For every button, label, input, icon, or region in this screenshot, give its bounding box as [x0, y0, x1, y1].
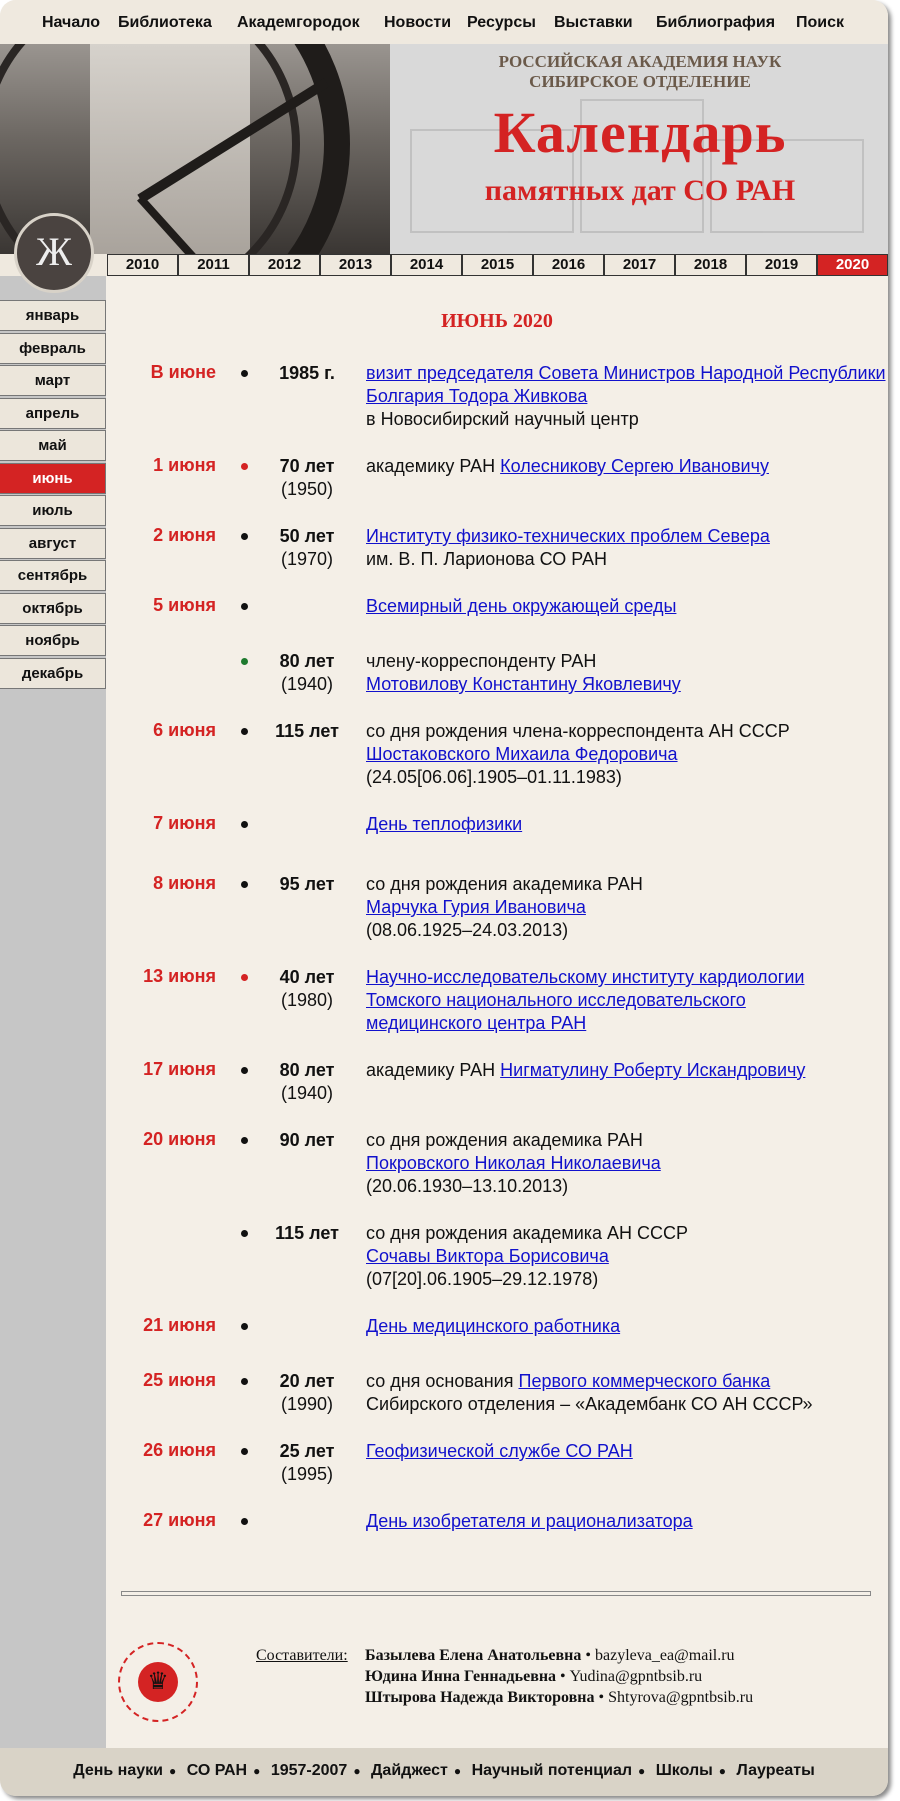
event-description: со дня рождения академика АН СССР Сочавы Виктора Борисовича (07[20].06.1905–29.12.1978): [366, 1223, 689, 1289]
event-link[interactable]: Геофизической службе СО РАН: [366, 1441, 633, 1461]
bullet-icon: [241, 463, 248, 470]
event-link[interactable]: Шостаковского Михаила Федоровича: [366, 744, 678, 764]
bullet-icon: [241, 658, 248, 665]
year-tab-2013[interactable]: 2013: [320, 254, 391, 276]
event-link[interactable]: Покровского Николая Николаевича: [366, 1153, 661, 1173]
event-years: 95 лет: [279, 874, 335, 894]
event-link[interactable]: Всемирный день окружающей среды: [366, 596, 677, 616]
year-tab-2018[interactable]: 2018: [675, 254, 746, 276]
credit-email[interactable]: Yudina@gpntbsib.ru: [569, 1668, 703, 1685]
event-description: со дня рождения члена-корреспондента АН СССР Шостаковского Михаила Федоровича (24.05[06.06].1905–01.11.1983): [366, 721, 790, 787]
bullet-icon: [241, 370, 248, 377]
event-link[interactable]: Нигматулину Роберту Искандровичу: [500, 1060, 806, 1080]
month-february[interactable]: февраль: [0, 333, 106, 364]
bullet-icon: [241, 1448, 248, 1455]
event-link[interactable]: Институту физико-технических проблем Севера: [366, 526, 770, 546]
event-link[interactable]: День теплофизики: [366, 814, 523, 834]
event-years: 115 лет: [275, 721, 339, 741]
event-link[interactable]: День медицинского работника: [366, 1316, 621, 1336]
footer-link-laureates[interactable]: Лауреаты: [736, 1762, 815, 1779]
event-date: В июне: [150, 362, 216, 382]
credit-email[interactable]: bazyleva_ea@mail.ru: [595, 1647, 735, 1664]
bullet-icon: [241, 1067, 248, 1074]
credits-label: Составители:: [256, 1647, 348, 1664]
event-years: 80 лет (1940): [279, 651, 335, 694]
year-tab-2020[interactable]: 2020: [817, 254, 888, 276]
year-tab-2014[interactable]: 2014: [391, 254, 462, 276]
event-description: [366, 1510, 886, 1533]
bullet-icon: [241, 1230, 248, 1237]
top-nav: [0, 0, 888, 44]
year-tab-2010[interactable]: 2010: [107, 254, 178, 276]
footer-link-sb-ras[interactable]: СО РАН: [186, 1762, 248, 1779]
bullet-icon: [241, 728, 248, 735]
event-description: академику РАН Нигматулину Роберту Искандровичу: [366, 1060, 806, 1080]
nav-search[interactable]: Поиск: [796, 14, 845, 31]
event-description: [366, 595, 886, 618]
event-date: 7 июня: [153, 813, 216, 833]
page-subtitle: памятных дат СО РАН: [484, 174, 796, 207]
event-description: со дня основания Первого коммерческого банка Сибирского отделения – «Академбанк СО АН СССР»: [366, 1371, 813, 1414]
event-link[interactable]: День изобретателя и рационализатора: [366, 1511, 693, 1531]
header-banner: [0, 44, 888, 254]
event-link[interactable]: Первого коммерческого банка: [518, 1371, 771, 1391]
event-date: 6 июня: [153, 720, 216, 740]
event-years: 50 лет (1970): [279, 526, 335, 569]
month-may[interactable]: май: [0, 430, 106, 461]
footer-link-potential[interactable]: Научный потенциал: [471, 1762, 632, 1779]
month-march[interactable]: март: [0, 365, 106, 396]
event-years: 70 лет (1950): [279, 456, 335, 499]
bullet-icon: [241, 533, 248, 540]
event-description: со дня рождения академика РАН Покровского Николая Николаевича (20.06.1930–13.10.2013): [366, 1130, 661, 1196]
bullet-icon: [241, 1518, 248, 1525]
month-november[interactable]: ноябрь: [0, 625, 106, 656]
year-tab-2011[interactable]: 2011: [178, 254, 249, 276]
org-name-line1: РОССИЙСКАЯ АКАДЕМИЯ НАУК: [498, 52, 782, 71]
month-august[interactable]: август: [0, 528, 106, 559]
eagle-icon: ♛: [138, 1662, 178, 1702]
event-description: члену-корреспонденту РАН Мотовилову Константину Яковлевичу: [366, 651, 681, 694]
bullet-icon: [241, 603, 248, 610]
event-date: 5 июня: [153, 595, 216, 615]
event-date: 26 июня: [143, 1440, 216, 1460]
event-years: 25 лет (1995): [279, 1441, 335, 1484]
event-description: со дня рождения академика РАН Марчука Гурия Ивановича (08.06.1925–24.03.2013): [366, 874, 643, 940]
event-date: 17 июня: [143, 1059, 216, 1079]
month-july[interactable]: июль: [0, 495, 106, 526]
event-date: 8 июня: [153, 873, 216, 893]
nav-home[interactable]: Начало: [42, 14, 100, 31]
event-link[interactable]: визит председателя Совета Министров Народной Республики Болгария Тодора Живкова: [366, 363, 886, 406]
month-january[interactable]: январь: [0, 300, 106, 331]
credit-line: Базылева Елена Анатольевна • bazyleva_ea@mail.ru: [365, 1647, 735, 1664]
nav-bibliography[interactable]: Библиография: [656, 14, 776, 31]
month-menu: [0, 300, 106, 690]
credit-email[interactable]: Shtyrova@gpntbsib.ru: [608, 1689, 754, 1706]
event-years: 80 лет (1940): [279, 1060, 335, 1103]
credit-line: Юдина Инна Геннадьевна • Yudina@gpntbsib.ru: [365, 1668, 703, 1685]
event-date: 21 июня: [143, 1315, 216, 1335]
event-description: академику РАН Колесникову Сергею Ивановичу: [366, 456, 769, 476]
event-years: 20 лет (1990): [279, 1371, 335, 1414]
divider: [121, 1591, 871, 1596]
year-tabs: [107, 254, 888, 276]
event-description: [366, 1440, 886, 1463]
bullet-icon: [241, 1137, 248, 1144]
event-years: 115 лет: [275, 1223, 339, 1243]
event-date: 2 июня: [153, 525, 216, 545]
year-tab-2015[interactable]: 2015: [462, 254, 533, 276]
year-tab-2016[interactable]: 2016: [533, 254, 604, 276]
event-years: 40 лет (1980): [279, 967, 335, 1010]
bullet-icon: [241, 974, 248, 981]
event-years: 1985 г.: [279, 363, 335, 383]
event-date: 13 июня: [143, 966, 216, 986]
month-october[interactable]: октябрь: [0, 593, 106, 624]
event-years: 90 лет: [279, 1130, 335, 1150]
event-link[interactable]: Марчука Гурия Ивановича: [366, 897, 586, 917]
month-heading: ИЮНЬ 2020: [441, 310, 553, 332]
nav-news[interactable]: Новости: [384, 14, 452, 31]
bullet-icon: [241, 1378, 248, 1385]
month-september[interactable]: сентябрь: [0, 560, 106, 591]
award-seal: [118, 1642, 198, 1722]
year-tab-2017[interactable]: 2017: [604, 254, 675, 276]
event-date: 20 июня: [143, 1129, 216, 1149]
nav-exhibitions[interactable]: Выставки: [554, 14, 633, 31]
event-description: Институту физико-технических проблем Севера им. В. П. Ларионова СО РАН: [366, 526, 770, 569]
event-link[interactable]: Мотовилову Константину Яковлевичу: [366, 674, 681, 694]
event-description: [366, 966, 866, 1035]
sb-ras-logo-icon[interactable]: Ж: [14, 213, 94, 293]
footer-link-schools[interactable]: Школы: [655, 1762, 713, 1779]
nav-library[interactable]: Библиотека: [118, 14, 212, 31]
nav-resources[interactable]: Ресурсы: [467, 14, 536, 31]
month-april[interactable]: апрель: [0, 398, 106, 429]
month-june[interactable]: июнь: [0, 463, 106, 494]
org-name-line2: СИБИРСКОЕ ОТДЕЛЕНИЕ: [529, 72, 751, 91]
page-title: Календарь: [493, 100, 787, 165]
event-description: [366, 1315, 886, 1338]
footer-nav: День науки ● СО РАН ● 1957-2007 ● Дайджест ● Научный потенциал ● Школы ● Лауреаты: [0, 1748, 888, 1796]
event-description: [366, 813, 886, 836]
year-tab-2019[interactable]: 2019: [746, 254, 817, 276]
event-link[interactable]: Колесникову Сергею Ивановичу: [500, 456, 769, 476]
event-description: визит председателя Совета Министров Народной Республики Болгария Тодора Живкова в Новосибирский научный центр: [366, 363, 886, 429]
footer-link-1957-2007[interactable]: 1957-2007: [270, 1762, 348, 1779]
event-date: 25 июня: [143, 1370, 216, 1390]
month-december[interactable]: декабрь: [0, 658, 106, 689]
event-link[interactable]: Научно-исследовательскому институту кардиологии Томского национального исследовательского медицинского центра РАН: [366, 967, 805, 1033]
year-tab-2012[interactable]: 2012: [249, 254, 320, 276]
footer-link-digest[interactable]: Дайджест: [371, 1762, 448, 1779]
credit-line: Штырова Надежда Викторовна • Shtyrova@gpntbsib.ru: [365, 1689, 754, 1706]
nav-akademgorodok[interactable]: Академгородок: [237, 14, 360, 31]
event-link[interactable]: Сочавы Виктора Борисовича: [366, 1246, 609, 1266]
bullet-icon: [241, 821, 248, 828]
footer-link-science-day[interactable]: День науки: [73, 1762, 163, 1779]
event-date: 1 июня: [153, 455, 216, 475]
bullet-icon: [241, 1323, 248, 1330]
event-date: 27 июня: [143, 1510, 216, 1530]
bullet-icon: [241, 881, 248, 888]
